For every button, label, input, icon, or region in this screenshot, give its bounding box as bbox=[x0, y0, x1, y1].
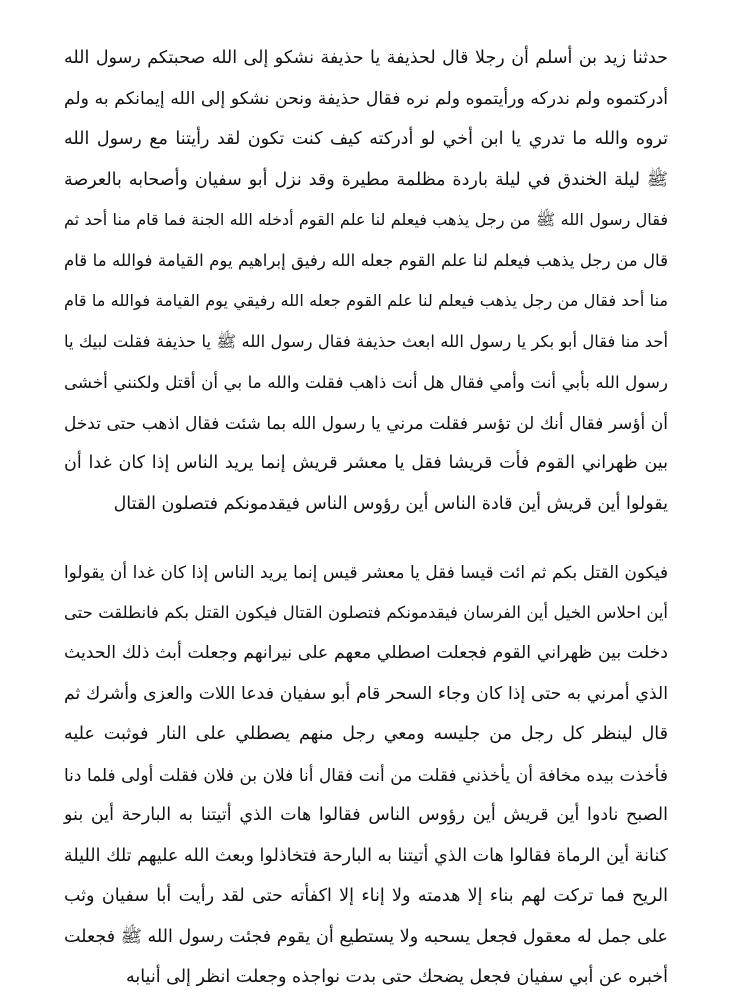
text-line: تروه والله ما تدري يا ابن أخي لو أدركته كيف كنت تكون لقد رأيتنا مع رسول الله bbox=[64, 129, 668, 149]
text-line: منا أحد فقال من رجل يذهب فيعلم لنا علم القوم جعله الله رفيقي يوم القيامة فوالله ما قام bbox=[64, 291, 668, 310]
text-line: على جمل له معقول فجعل يسحبه ولا يستطيع أن يقوم فجئت رسول الله ﷺ فجعلت bbox=[64, 926, 668, 947]
text-line: أين احلاس الخيل أين الفرسان فيقدمونكم فتصلون القتال فيكون القتل بكم فانطلقت حتى bbox=[64, 602, 668, 622]
text-line: أن أؤسر فقال أنك لن تؤسر فقلت مرني يا رسول الله بما شئت فقال اذهب حتى تدخل bbox=[64, 412, 668, 433]
text-line: أخبره عن أبي سفيان فجعل يضحك حتى بدت نواجذه وجعلت انظر إلى أنيابه bbox=[125, 967, 668, 987]
paragraph-divider bbox=[64, 524, 668, 552]
text-line: الذي أمرني به حتى إذا كان وجاء السحر قام أبو سفيان فدعا اللات والعزى وأشرك ثم bbox=[64, 683, 668, 704]
text-line: فأخذت بيده مخافة أن يأخذني فقلت من أنت فقال أنا فلان بن فلان فقلت أولى فلما دنا bbox=[64, 764, 668, 785]
text-line: ﷺ ليلة الخندق في ليلة باردة مظلمة مطيرة وقد نزل أبو سفيان وأصحابه بالعرصة bbox=[64, 169, 668, 190]
text-line: قال لينظر كل رجل من جليسه ومعي رجل منهم يصطلي على النار فوثبت عليه bbox=[64, 724, 668, 744]
text-line: حدثنا زيد بن أسلم أن رجلا قال لحذيفة يا حذيفة نشكو إلى الله صحبتكم رسول الله bbox=[64, 48, 668, 68]
text-line: أحد منا فقال أبو بكر يا رسول الله ابعث حذيفة فقال رسول الله ﷺ يا حذيفة فقلت لبيك يا bbox=[64, 331, 668, 351]
paragraph-2 bbox=[64, 552, 668, 998]
text-line: بين ظهراني القوم فأت قريشا فقل يا معشر قريش إنما يريد الناس إذا كان غدا أن bbox=[64, 453, 668, 473]
paragraph-1 bbox=[64, 38, 668, 524]
text-line: قال من رجل يذهب فيعلم لنا علم القوم جعله الله رفيق إبراهيم يوم القيامة فوالله ما قام bbox=[64, 250, 668, 270]
text-line: رسول الله بأبي أنت وأمي فقال هل أنت ذاهب فقلت والله ما بي أن أقتل ولكنني أخشى bbox=[64, 372, 668, 392]
text-line: دخلت بين ظهراني القوم فجعلت اصطلي معهم على نيرانهم وجعلت أبث ذلك الحديث bbox=[64, 643, 668, 663]
text-line: أدركتموه ولم ندركه ورأيتموه ولم نره فقال حذيفة ونحن نشكو إلى الله إيمانكم به ولم bbox=[64, 88, 668, 109]
text-line: يقولوا أين قريش أين قادة الناس أين رؤوس الناس فيقدمونكم فتصلون القتال bbox=[113, 493, 668, 514]
text-line: فيكون القتل بكم ثم ائت قيسا فقل يا معشر قيس إنما يريد الناس إذا كان غدا أن يقولوا bbox=[64, 562, 668, 582]
document-page bbox=[64, 38, 668, 998]
text-line: كنانة أين الرماة فقالوا هات الذي أتيتنا به البارحة فتخاذلوا وبعث الله عليهم تلك الليلة bbox=[64, 845, 668, 866]
text-line: الريح فما تركت لهم بناء إلا هدمته ولا إناء إلا اكفأته حتى لقد رأيت أبا سفيان وثب bbox=[64, 886, 668, 906]
text-line: فقال رسول الله ﷺ من رجل يذهب فيعلم لنا علم القوم أدخله الله الجنة فما قام منا أحد ثم bbox=[64, 210, 668, 229]
text-line: الصبح نادوا أين قريش أين رؤوس الناس فقالوا هات الذي أتيتنا به البارحة أين بنو bbox=[64, 805, 668, 825]
